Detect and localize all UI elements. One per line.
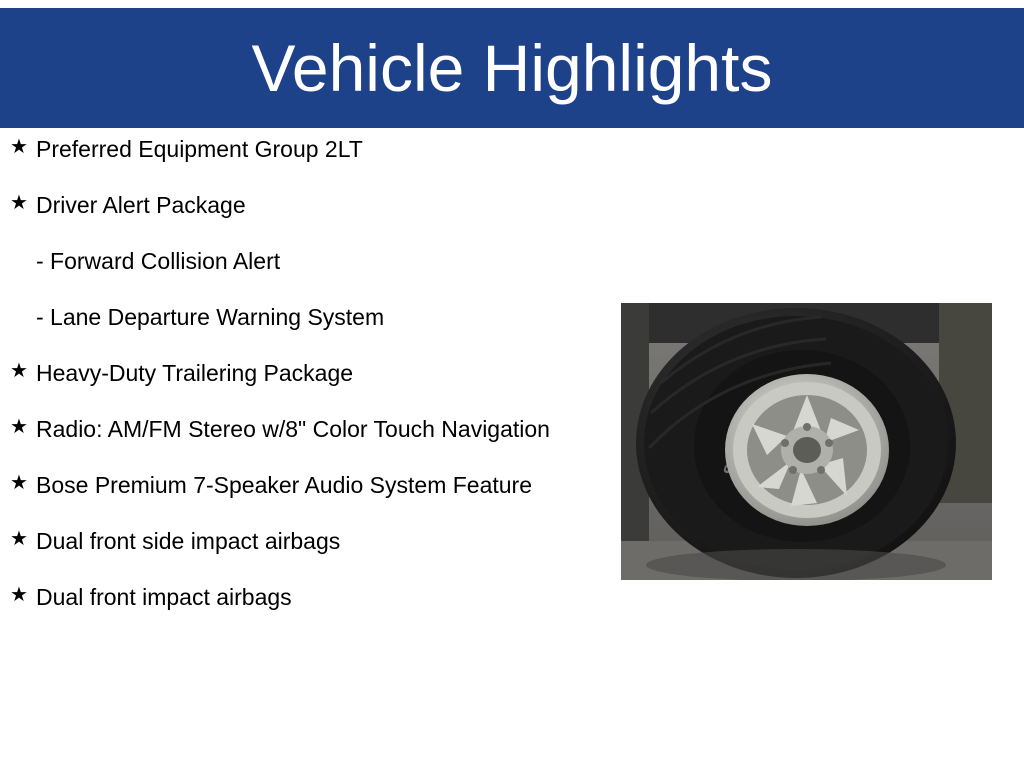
vehicle-wheel-photo <box>621 303 992 580</box>
list-sub-item <box>0 300 600 334</box>
page-title: Vehicle Highlights <box>251 31 773 105</box>
star-icon: ★ <box>10 472 28 494</box>
list-sub-item <box>0 244 600 278</box>
list-item-label: Driver Alert Package <box>36 192 246 218</box>
list-sub-item-label: - Forward Collision Alert <box>36 248 281 274</box>
list-item-label: Radio: AM/FM Stereo w/8" Color Touch Navigation <box>36 416 550 442</box>
slide-header <box>0 8 1024 128</box>
list-sub-item-label: - Lane Departure Warning System <box>36 304 385 330</box>
list-item-label: Heavy-Duty Trailering Package <box>36 360 354 386</box>
list-item-label: Dual front side impact airbags <box>36 528 341 554</box>
list-item <box>0 412 600 446</box>
star-icon: ★ <box>10 192 28 214</box>
list-item-label: Dual front impact airbags <box>36 584 292 610</box>
star-icon: ★ <box>10 136 28 158</box>
highlights-list-container <box>0 132 600 636</box>
list-item <box>0 356 600 390</box>
list-item <box>0 524 600 558</box>
list-item <box>0 132 600 166</box>
star-icon: ★ <box>10 360 28 382</box>
list-item <box>0 580 600 614</box>
star-icon: ★ <box>10 528 28 550</box>
list-item-label: Preferred Equipment Group 2LT <box>36 136 363 162</box>
star-icon: ★ <box>10 416 28 438</box>
list-item <box>0 468 600 502</box>
star-icon: ★ <box>10 584 28 606</box>
list-item-label: Bose Premium 7-Speaker Audio System Feature <box>36 472 533 498</box>
list-item <box>0 188 600 222</box>
highlights-list <box>0 132 600 614</box>
